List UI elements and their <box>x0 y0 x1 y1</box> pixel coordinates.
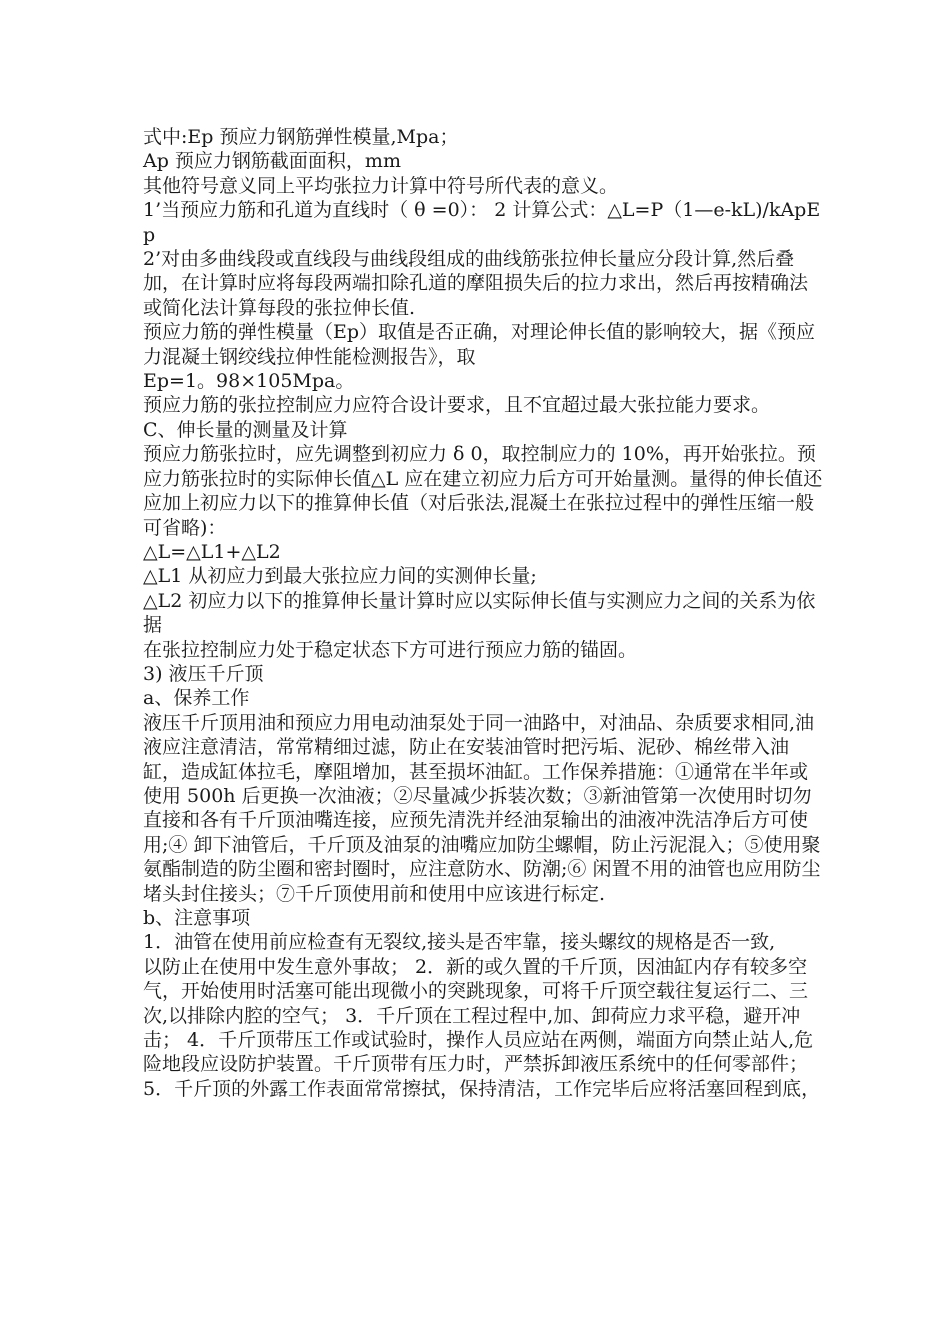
paragraph: 液压千斤顶用油和预应力用电动油泵处于同一油路中，对油品、杂质要求相同,油液应注意清洁，常常精细过滤，防止在安装油管时把污垢、泥砂、棉丝带入油缸，造成缸体拉毛，摩阻增加，甚至损坏油缸。工作保养措施：①通常在半年或使用 500h 后更换一次油液；②尽量减少拆装次数；③新油管第一次使用时切勿直接和各有千斤顶油嘴连接，应预先清洗并经油泵输出的油液冲洗洁净后方可使用;④ 卸下油管后，千斤顶及油泵的油嘴应加防尘螺帽，防止污泥混入；⑤使用聚氨酯制造的防尘圈和密封圈时，应注意防水、防潮;⑥ 闲置不用的油管也应用防尘堵头封住接头；⑦千斤顶使用前和使用中应该进行标定. <box>143 711 821 905</box>
formula-line: △L=△L1+△L2 <box>143 540 281 563</box>
paragraph: △L1 从初应力到最大张拉应力间的实测伸长量; <box>143 565 537 588</box>
section-heading: a、保养工作 <box>143 687 250 710</box>
paragraph: 在张拉控制应力处于稳定状态下方可进行预应力筋的锚固。 <box>143 638 638 661</box>
paragraph: 预应力筋的张拉控制应力应符合设计要求，且不宜超过最大张拉能力要求。 <box>143 394 771 417</box>
document-body <box>143 125 823 1101</box>
paragraph: 其他符号意义同上平均张拉力计算中符号所代表的意义。 <box>143 174 619 197</box>
paragraph: 预应力筋的弹性模量（Ep）取值是否正确，对理论伸长值的影响较大，据《预应力混凝土钢绞线拉伸性能检测报告》，取 <box>143 321 816 368</box>
paragraph: Ap 预应力钢筋截面面积，mm <box>143 150 401 173</box>
paragraph: Ep=1。98×105Mpa。 <box>143 370 355 393</box>
paragraph: 式中:Ep 预应力钢筋弹性模量,Mpa； <box>143 126 459 148</box>
paragraph: 1．油管在使用前应检查有无裂纹,接头是否牢靠，接头螺纹的规格是否一致, <box>143 931 776 954</box>
paragraph: △L2 初应力以下的推算伸长量计算时应以实际伸长值与实测应力之间的关系为依据 <box>143 589 816 637</box>
section-heading: 3) 液压千斤顶 <box>143 662 264 685</box>
paragraph: 预应力筋张拉时，应先调整到初应力 δ 0，取控制应力的 10%，再开始张拉。预应力筋张拉时的实际伸长值△L 应在建立初应力后方可开始量测。量得的伸长值还应加上初应力以下的推算伸长值（对后张法,混凝土在张拉过程中的弹性压缩一般可省略)： <box>143 443 823 539</box>
paragraph: 以防止在使用中发生意外事故； 2．新的或久置的千斤顶，因油缸内存有较多空气，开始使用时活塞可能出现微小的突跳现象，可将千斤顶空载往复运行二、三次,以排除内腔的空气； 3．千斤顶在工程过程中,加、卸荷应力求平稳，避开冲击； 4．千斤顶带压工作或试验时，操作人员应站在两侧，端面方向禁止站人,危险地段应设防护装置。千斤顶带有压力时，严禁拆卸液压系统中的任何零部件； 5．千斤顶的外露工作表面常常擦拭，保持清洁，工作完毕后应将活塞回程到底， <box>143 955 821 1100</box>
section-heading: C、伸长量的测量及计算 <box>143 418 348 441</box>
section-heading: b、注意事项 <box>143 907 251 929</box>
paragraph: 2’对由多曲线段或直线段与曲线段组成的曲线筋张拉伸长量应分段计算,然后叠加，在计算时应将每段两端扣除孔道的摩阻损失后的拉力求出，然后再按精确法或简化法计算每段的张拉伸长值. <box>143 248 809 319</box>
paragraph: 1’当预应力筋和孔道为直线时（ θ =0）： 2 计算公式：△L=P（1—e-kL)/kApEp <box>143 199 821 246</box>
